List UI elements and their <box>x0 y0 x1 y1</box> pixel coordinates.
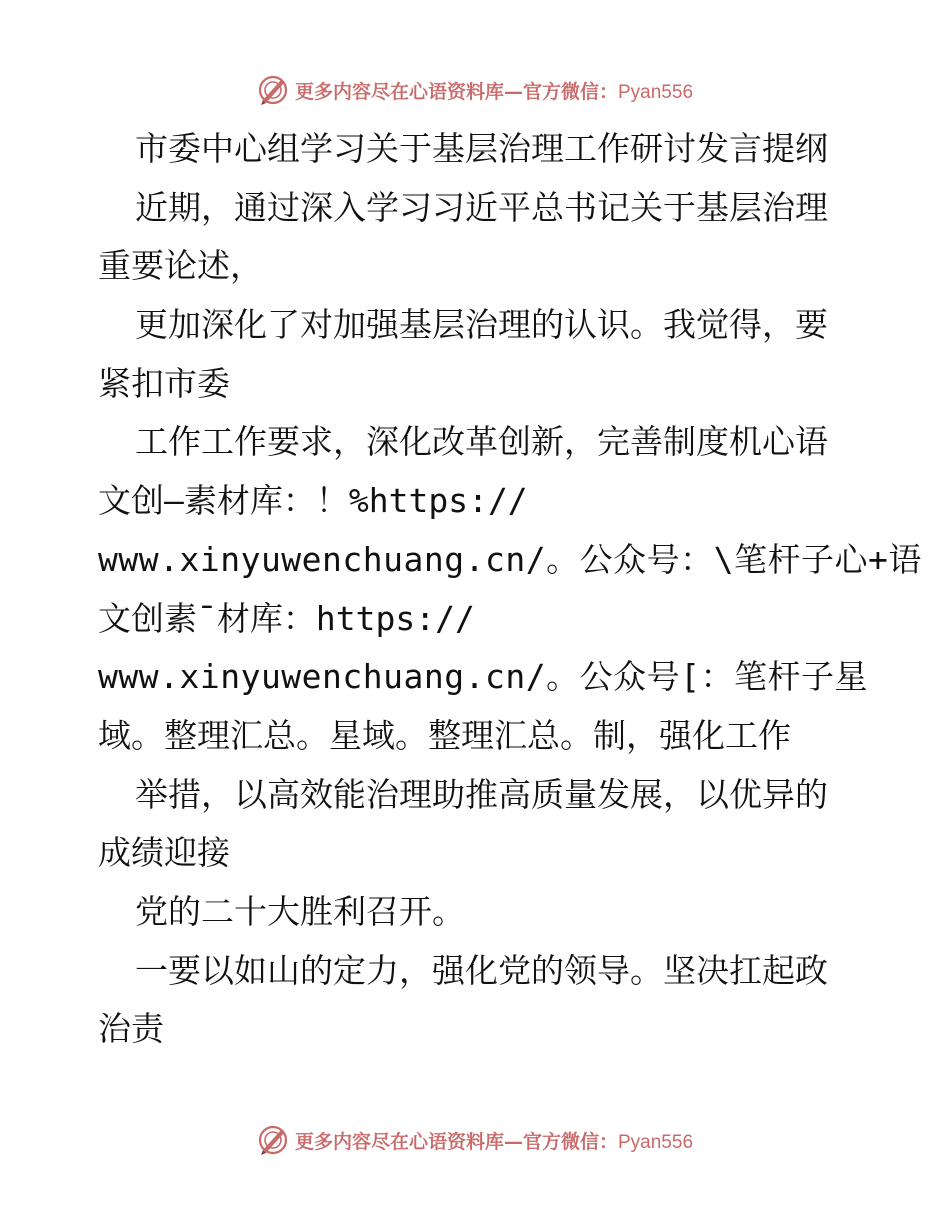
header-banner-id: Pyan556 <box>618 81 694 103</box>
paragraph-line: 重要论述， <box>98 246 263 286</box>
paragraph-line: 近期，通过深入学习习近平总书记关于基层治理 <box>135 187 828 227</box>
paragraph-line: 紧扣市委 <box>98 363 230 403</box>
paragraph-line: 成绩迎接 <box>98 833 230 873</box>
paragraph-line: www.xinyuwenchuang.cn/。公众号：\笔杆子心+语 <box>98 539 922 579</box>
footer-banner-text <box>295 1127 693 1154</box>
paragraph-line: 更加深化了对加强基层治理的认识。我觉得，要 <box>135 305 828 345</box>
paragraph-line: 一要以如山的定力，强化党的领导。坚决扛起政 <box>135 950 828 990</box>
paragraph-line: 举措，以高效能治理助推高质量发展，以优异的 <box>135 774 828 814</box>
document-title: 市委中心组学习关于基层治理工作研讨发言提纲 <box>135 129 828 168</box>
paragraph-line: www.xinyuwenchuang.cn/。公众号[：笔杆子星 <box>98 657 868 697</box>
paragraph-line: 党的二十大胜利召开。 <box>135 891 465 931</box>
pen-logo-icon <box>257 74 289 106</box>
paragraph-line: 域。整理汇总。星域。整理汇总。制，强化工作 <box>98 715 791 755</box>
footer-banner-id: Pyan556 <box>618 1131 694 1153</box>
header-banner-text <box>295 77 693 104</box>
paragraph-line: 工作工作要求，深化改革创新，完善制度机心语 <box>135 422 828 462</box>
footer-banner <box>0 1120 950 1160</box>
paragraph-line: 文创—素材库：！%https:// <box>98 481 528 521</box>
document-body <box>98 120 922 1059</box>
header-banner <box>0 70 950 110</box>
footer-banner-label: 更多内容尽在心语资料库—官方微信： <box>294 1130 618 1153</box>
paragraph-line: 文创素¯材库：https:// <box>98 598 475 638</box>
paragraph-line: 治责 <box>98 1009 164 1049</box>
header-banner-label: 更多内容尽在心语资料库—官方微信： <box>294 80 618 103</box>
pen-logo-icon <box>257 1124 289 1156</box>
